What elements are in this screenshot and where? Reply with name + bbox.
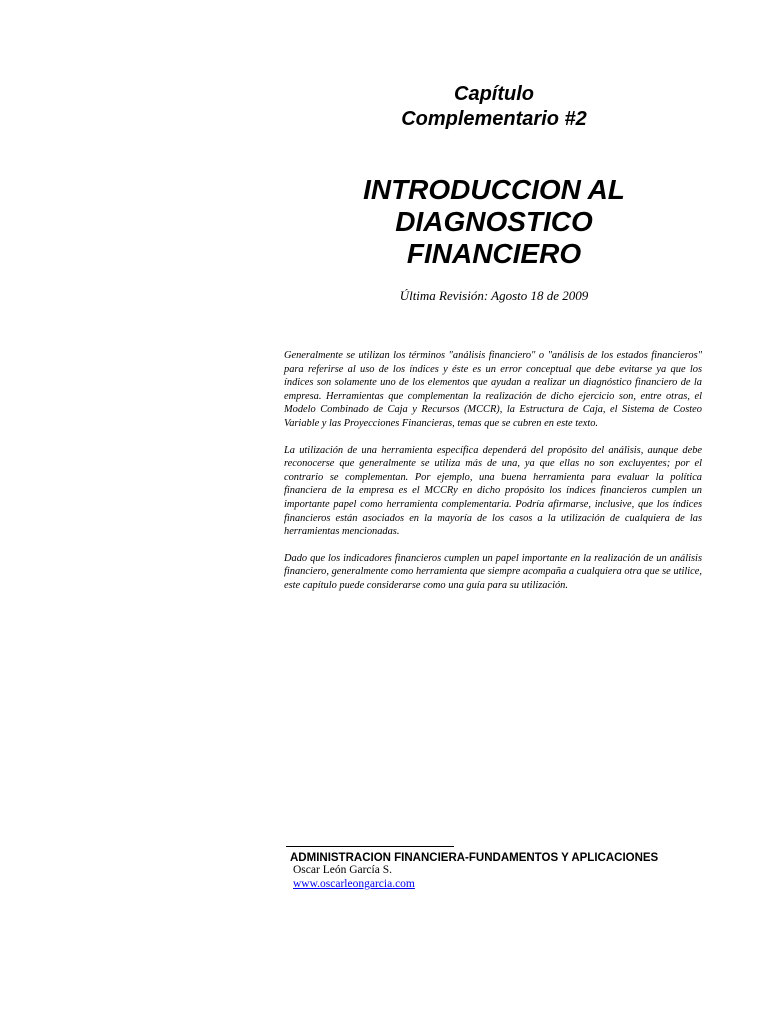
body-text — [284, 349, 702, 606]
footnote-divider — [286, 846, 454, 847]
website-link[interactable]: www.oscarleongarcia.com — [293, 878, 415, 890]
title-line-3: FINANCIERO — [406, 238, 582, 269]
paragraph-2: La utilización de una herramienta específica dependerá del propósito del análisis, aunque debe reconocerse que generalmente se utiliza más de una, ya que ellas no son excluyentes; por el contrario se complementan. Por ejemplo, una buena herramienta para evaluar la política financiera de la empresa es el MCCRy en dicho propósito los índices financieros cumplen un importante papel como herramienta complementaria. Podría afirmarse, inclusive, que los índices financieros están asociados en la mayoría de los casos a la utilización de cualquiera de las herramientas mencionadas. — [284, 444, 702, 538]
chapter-heading — [294, 82, 694, 132]
chapter-label: Capítulo — [454, 83, 534, 105]
title-line-2: DIAGNOSTICO — [395, 206, 593, 237]
author-name: Oscar León García S. — [293, 864, 392, 876]
paragraph-1: Generalmente se utilizan los términos "análisis financiero" o "análisis de los estados financieros" para referirse al uso de los índices y éste es un error conceptual que debe evitarse ya que los índices son solamente uno de los elementos que ayudan a realizar un diagnóstico financiero de la empresa. Herramientas que complementan la realización de dicho ejercicio son, entre otras, el Modelo Combinado de Caja y Recursos (MCCR), la Estructura de Caja, el Sistema de Costeo Variable y las Proyecciones Financieras, temas que se cubren en este texto. — [284, 350, 702, 429]
page-title — [294, 174, 694, 270]
revision-date: Última Revisión: Agosto 18 de 2009 — [399, 288, 589, 303]
paragraph-3: Dado que los indicadores financieros cumplen un papel importante en la realización de un análisis financiero, generalmente como herramienta que siempre acompaña a cualquiera otra que se utilice, este capítulo puede considerarse como una guía para su utilización. — [284, 552, 702, 591]
chapter-subtitle: Complementario #2 — [401, 108, 587, 130]
title-line-1: INTRODUCCION AL — [363, 174, 625, 205]
book-title: ADMINISTRACION FINANCIERA-FUNDAMENTOS Y APLICACIONES — [290, 852, 659, 864]
